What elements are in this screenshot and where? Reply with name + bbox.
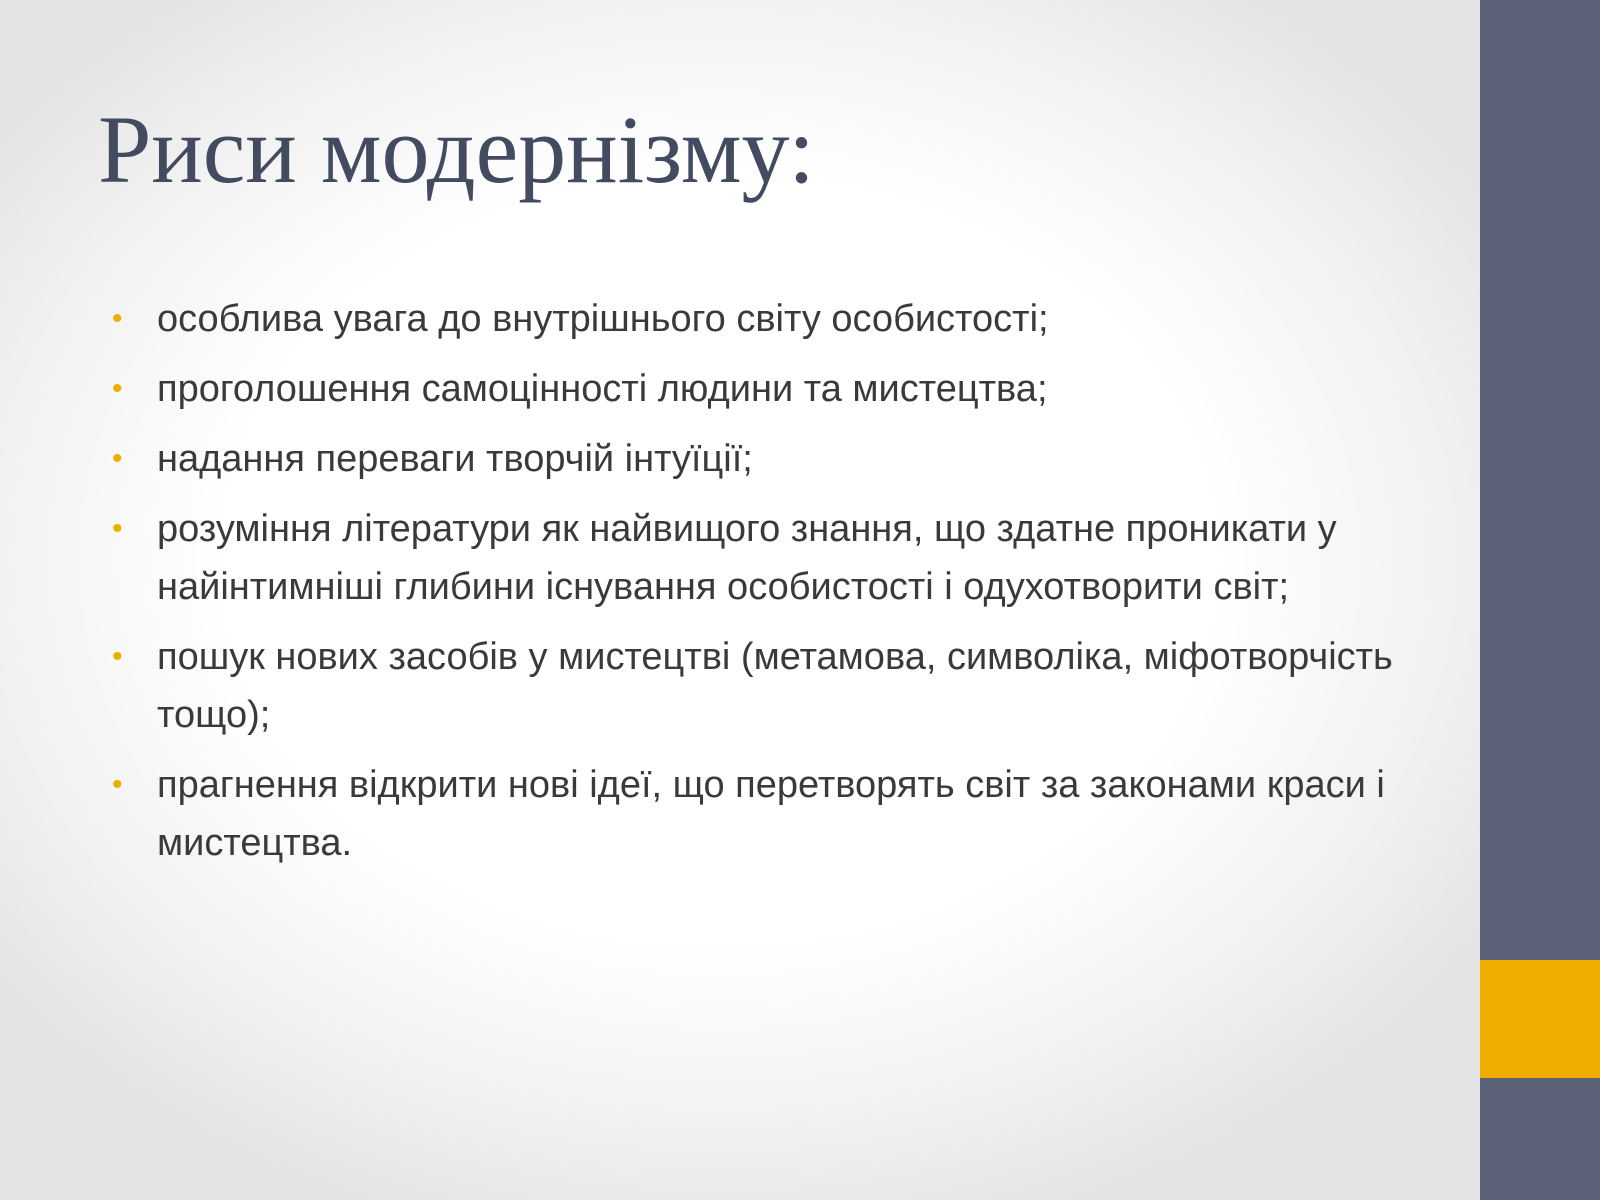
bullet-item [112, 430, 1402, 488]
bullet-text: розуміння літератури як найвищого знання, що здатне проникати у найінтимніші глибини існування особистості і одухотворити світ; [157, 508, 1337, 608]
bullet-text: пошук нових засобів у мистецтві (метамова, символіка, міфотворчість тощо); [157, 636, 1393, 736]
bullet-list [112, 290, 1402, 884]
bullet-icon: • [112, 372, 123, 405]
bullet-icon: • [112, 768, 123, 801]
bullet-text: особлива увага до внутрішнього світу особистості; [157, 298, 1049, 340]
bullet-icon: • [112, 512, 123, 545]
bullet-icon: • [112, 442, 123, 475]
bullet-item [112, 360, 1402, 418]
bullet-item [112, 290, 1402, 348]
slide-title: Риси модернізму: [98, 96, 815, 203]
bullet-text: надання переваги творчій інтуїції; [157, 438, 753, 480]
bullet-text: проголошення самоцінності людини та мистецтва; [157, 368, 1048, 410]
bullet-item [112, 500, 1402, 616]
bullet-item [112, 628, 1402, 744]
bullet-icon: • [112, 640, 123, 673]
bullet-text: прагнення відкрити нові ідеї, що перетворять світ за законами краси і мистецтва. [157, 764, 1385, 864]
bullet-icon: • [112, 302, 123, 335]
bullet-item [112, 756, 1402, 872]
side-accent-block [1480, 960, 1600, 1078]
